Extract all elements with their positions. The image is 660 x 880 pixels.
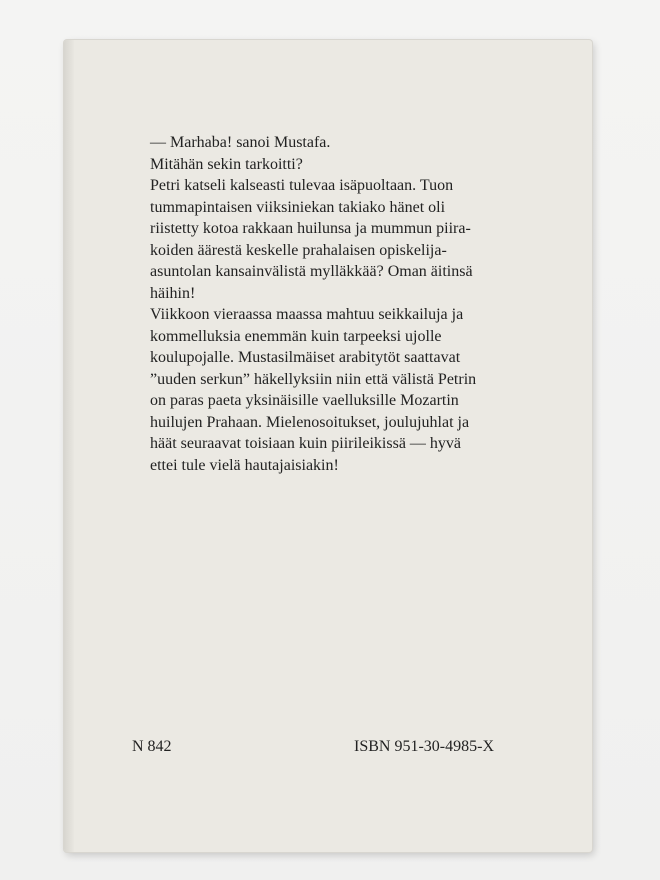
blurb-line: Petri katseli kalseasti tulevaa isäpuoltaan. Tuon bbox=[150, 177, 454, 194]
series-code: N 842 bbox=[132, 738, 172, 755]
blurb-paragraph bbox=[132, 175, 532, 304]
blurb-line: ”uuden serkun” häkellyksiin niin että välistä Petrin bbox=[150, 370, 477, 388]
blurb-line: ettei tule vielä hautajaisiakin! bbox=[150, 456, 339, 474]
isbn-code: ISBN 951-30-4985-X bbox=[354, 738, 494, 755]
blurb-line: — Marhaba! sanoi Mustafa. bbox=[150, 134, 331, 151]
blurb-line: huilujen Prahaan. Mielenosoitukset, joulujuhlat ja bbox=[150, 413, 470, 431]
blurb-line: koulupojalle. Mustasilmäiset arabitytöt saattavat bbox=[150, 349, 461, 366]
blurb-paragraph bbox=[132, 132, 532, 154]
blurb-line: häät seuraavat toisiaan kuin piirileikissä — hyvä bbox=[150, 435, 462, 452]
blurb-line: häihin! bbox=[150, 284, 196, 302]
book-back-cover bbox=[64, 40, 592, 852]
blurb-paragraph bbox=[132, 304, 532, 476]
blurb-line: riistetty kotoa rakkaan huilunsa ja mummun piira- bbox=[150, 220, 471, 237]
blurb-line: Viikkoon vieraassa maassa mahtuu seikkailuja ja bbox=[150, 306, 464, 323]
blurb-line: kommelluksia enemmän kuin tarpeeksi ujolle bbox=[150, 327, 442, 345]
blurb-line: Mitähän sekin tarkoitti? bbox=[150, 155, 303, 173]
blurb-line: on paras paeta yksinäisille vaelluksille Mozartin bbox=[150, 392, 459, 409]
blurb-line: tummapintaisen viiksiniekan takiako hänet oli bbox=[150, 198, 446, 216]
blurb-paragraph bbox=[132, 154, 532, 176]
blurb-line: koiden äärestä keskelle prahalaisen opiskelija- bbox=[150, 241, 447, 259]
blurb-text bbox=[132, 132, 532, 476]
blurb-line: asuntolan kansainvälistä mylläkkää? Oman äitinsä bbox=[150, 263, 473, 280]
